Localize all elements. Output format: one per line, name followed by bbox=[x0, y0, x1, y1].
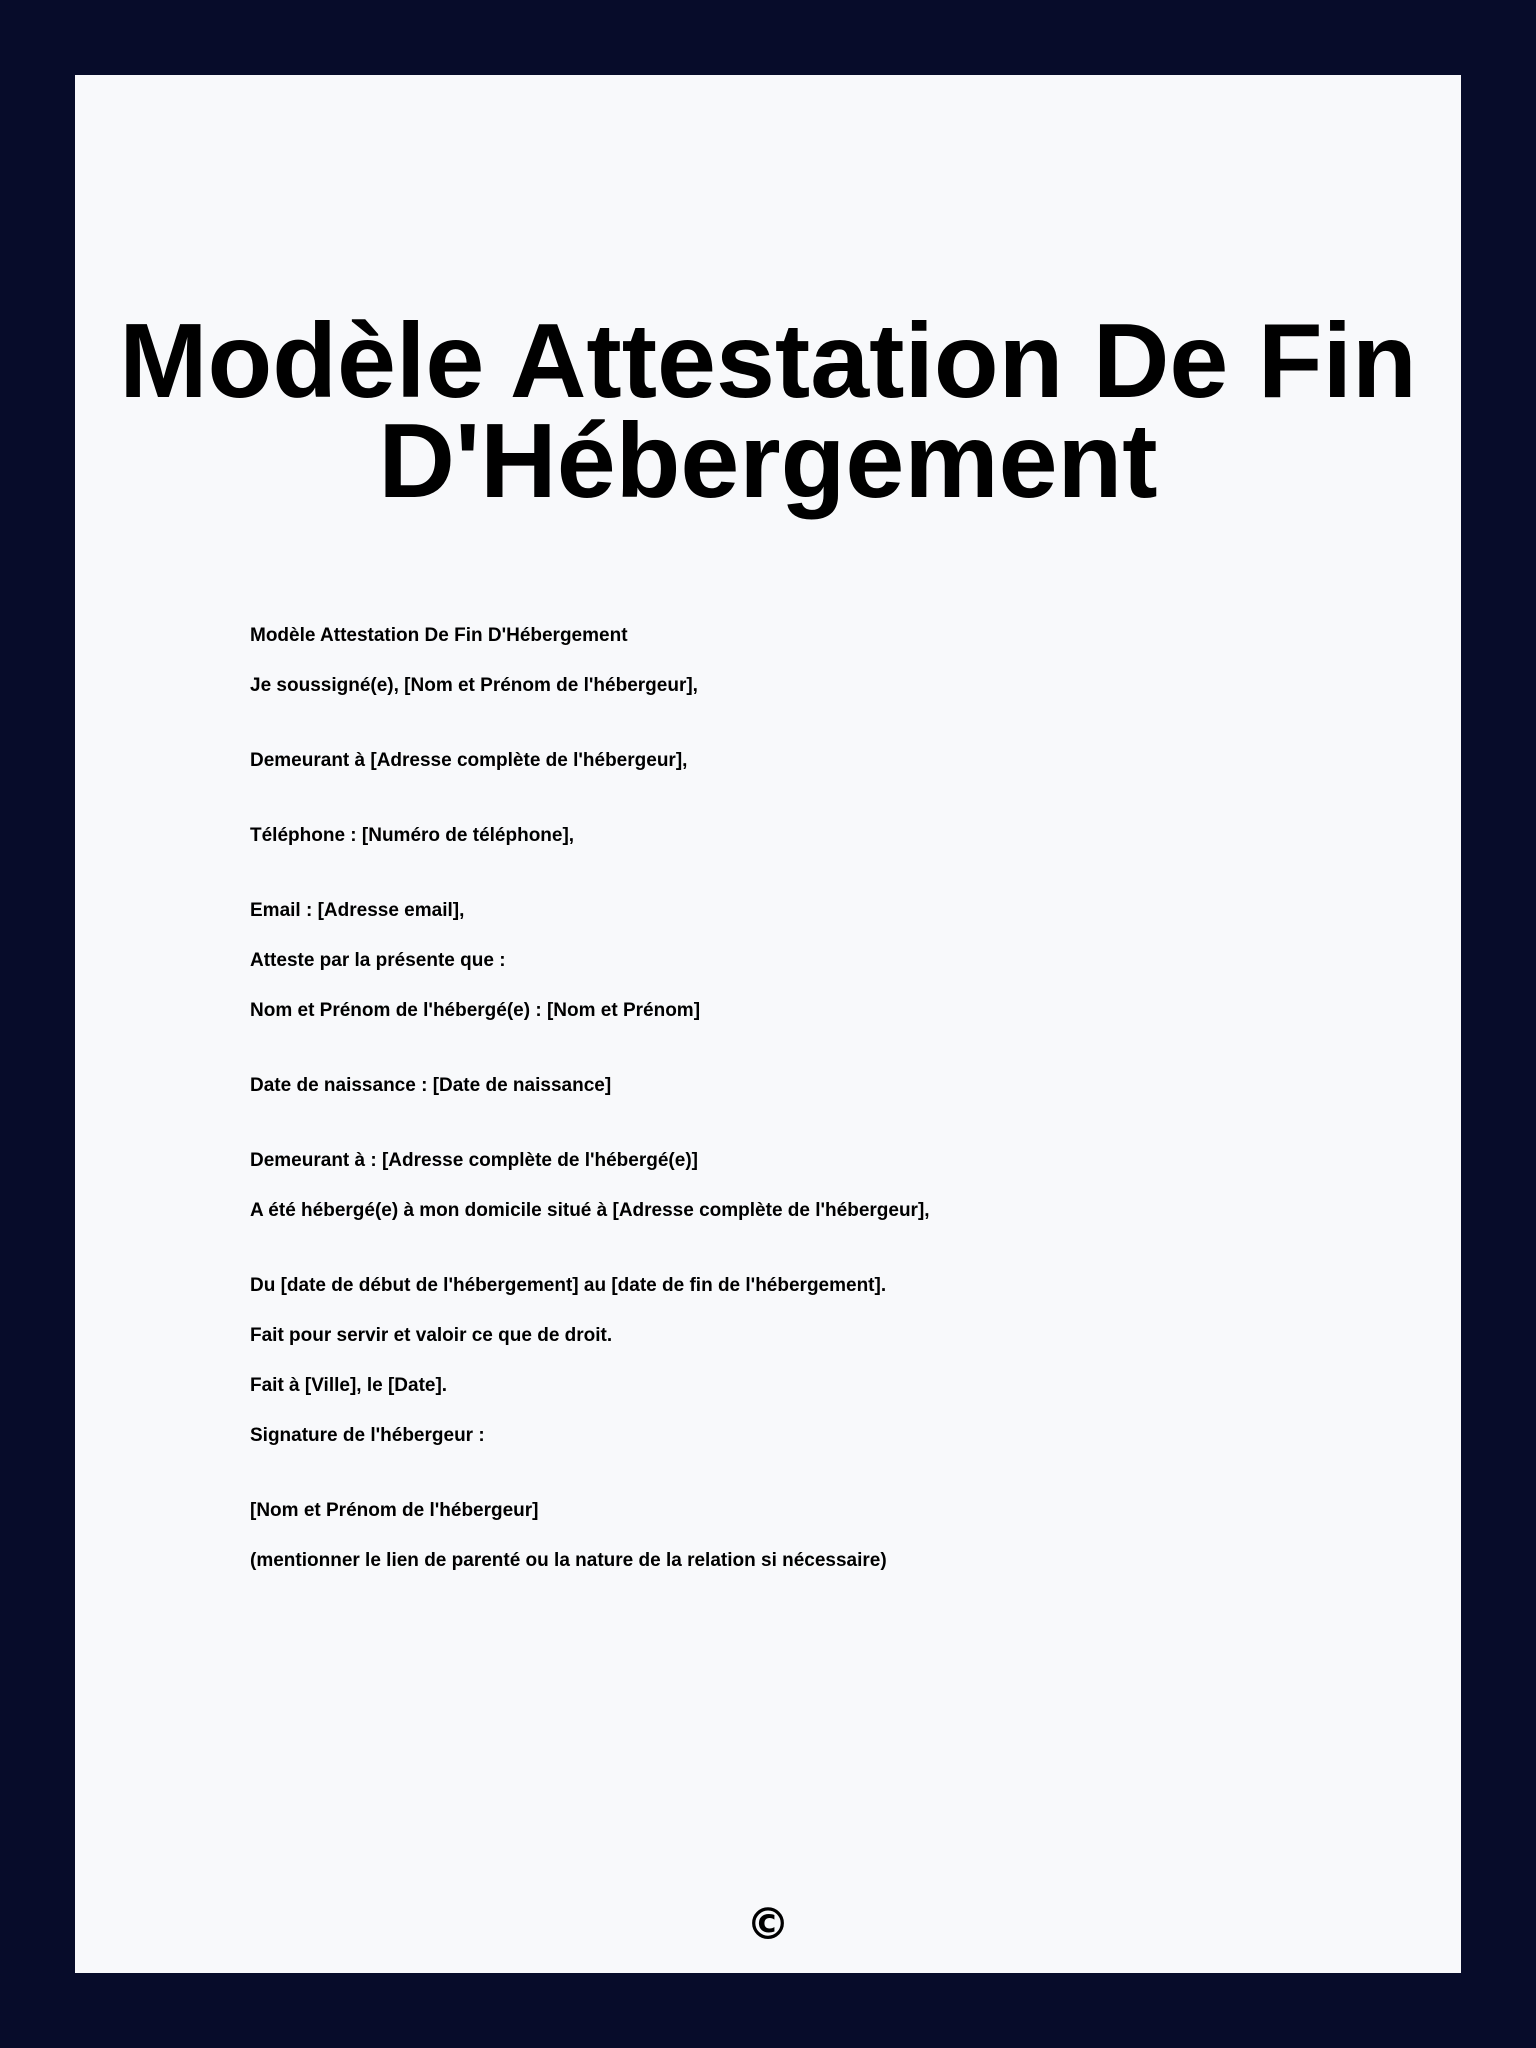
body-line-signer-name: [Nom et Prénom de l'hébergeur] bbox=[250, 1500, 539, 1521]
body-line-atteste: Atteste par la présente que : bbox=[250, 950, 506, 971]
copyright-icon: © bbox=[746, 1899, 790, 1950]
body-line-dates: Du [date de début de l'hébergement] au [date de fin de l'hébergement]. bbox=[250, 1275, 887, 1296]
body-line-hebergeur-address: Demeurant à [Adresse complète de l'hébergeur], bbox=[250, 750, 688, 771]
body-line-relation-note: (mentionner le lien de parenté ou la nature de la relation si nécessaire) bbox=[250, 1550, 887, 1571]
document-title-line-2: D'Hébergement bbox=[378, 402, 1158, 520]
body-line-domicile: A été hébergé(e) à mon domicile situé à [Adresse complète de l'hébergeur], bbox=[250, 1200, 930, 1221]
body-line-email: Email : [Adresse email], bbox=[250, 900, 465, 921]
body-line-soussigne: Je soussigné(e), [Nom et Prénom de l'hébergeur], bbox=[250, 675, 698, 696]
body-line-fait-a: Fait à [Ville], le [Date]. bbox=[250, 1375, 448, 1396]
body-line-heberge-name: Nom et Prénom de l'hébergé(e) : [Nom et Prénom] bbox=[250, 1000, 701, 1021]
body-heading: Modèle Attestation De Fin D'Hébergement bbox=[250, 625, 628, 646]
body-line-heberge-address: Demeurant à : [Adresse complète de l'hébergé(e)] bbox=[250, 1150, 698, 1171]
body-line-telephone: Téléphone : [Numéro de téléphone], bbox=[250, 825, 575, 846]
body-line-birth-date: Date de naissance : [Date de naissance] bbox=[250, 1075, 612, 1096]
document-page bbox=[75, 75, 1461, 1973]
body-line-fait-pour: Fait pour servir et valoir ce que de droit. bbox=[250, 1325, 613, 1346]
body-line-signature: Signature de l'hébergeur : bbox=[250, 1425, 485, 1446]
document-title-line-1: Modèle Attestation De Fin bbox=[119, 302, 1417, 420]
document-title bbox=[75, 302, 1461, 520]
